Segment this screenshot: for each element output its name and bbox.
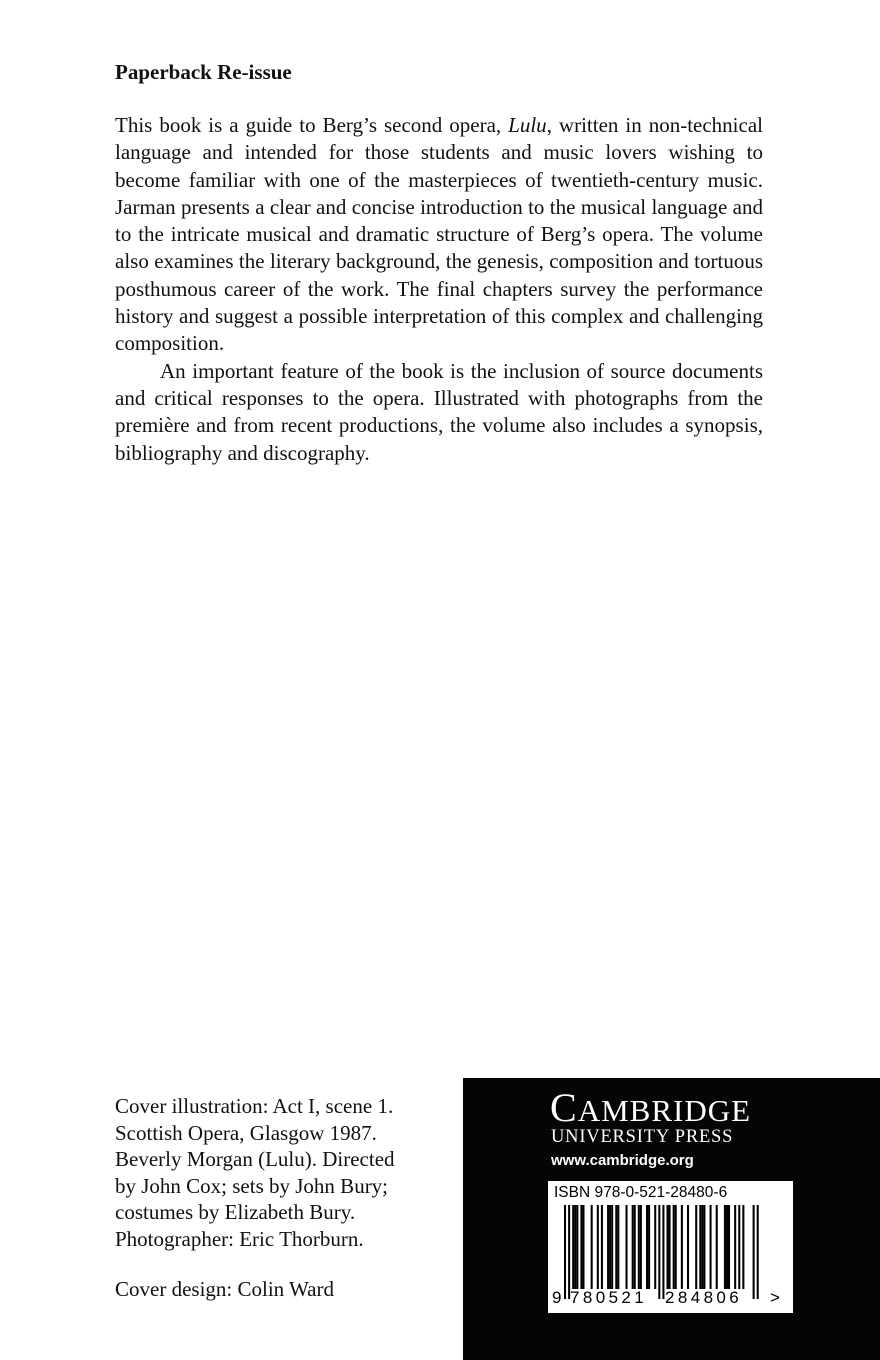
credit-line: Beverly Morgan (Lulu). Directed [115, 1147, 395, 1171]
barcode-bar [634, 1205, 636, 1289]
barcode-bar [597, 1205, 599, 1289]
barcode-box [548, 1181, 793, 1313]
publisher-name-rest: AMBRIDGE [577, 1093, 752, 1128]
publisher-block [463, 1078, 880, 1360]
barcode-bar [726, 1205, 728, 1289]
barcode-bar [716, 1205, 718, 1289]
barcode-bar [654, 1205, 656, 1289]
barcode-bar [626, 1205, 628, 1289]
ean-left-digits: 780521 [570, 1288, 648, 1307]
barcode-bar [667, 1205, 669, 1289]
cover-design-credit: Cover design: Colin Ward [115, 1277, 334, 1301]
barcode-guard-bar [658, 1205, 660, 1299]
blurb [115, 112, 763, 467]
barcode-guard-bar [662, 1205, 664, 1299]
barcode-bar [681, 1205, 683, 1289]
barcode-bar [572, 1205, 574, 1289]
barcode-bar [675, 1205, 677, 1289]
barcode-bar [640, 1205, 642, 1289]
barcode-bar [695, 1205, 697, 1289]
publisher-subtitle: UNIVERSITY PRESS [551, 1127, 734, 1147]
credit-line: Cover illustration: Act I, scene 1. [115, 1094, 394, 1118]
barcode-bar [609, 1205, 611, 1289]
barcode-guard-bar [564, 1205, 566, 1299]
ean-right-digits: 284806 [665, 1288, 743, 1307]
credit-line: by John Cox; sets by John Bury; [115, 1173, 389, 1198]
publisher-name-initial: C [550, 1085, 578, 1130]
opera-title: Lulu [508, 113, 547, 137]
barcode-bar [648, 1205, 650, 1289]
barcode-bar [591, 1205, 593, 1289]
barcode-bar [687, 1205, 689, 1289]
credit-line: Scottish Opera, Glasgow 1987. [115, 1120, 377, 1145]
barcode-bar [742, 1205, 744, 1289]
barcode-bar [673, 1205, 675, 1289]
barcode-bar [701, 1205, 703, 1289]
barcode-bar [728, 1205, 730, 1289]
barcode-bar [607, 1205, 609, 1289]
isbn-label: ISBN 978-0-521-28480-6 [554, 1184, 728, 1201]
barcode-guard-bar [757, 1205, 759, 1299]
barcode-bar [699, 1205, 701, 1289]
barcode-bar [615, 1205, 617, 1289]
barcode-bar [601, 1205, 603, 1289]
barcode-bar [580, 1205, 582, 1289]
blurb-paragraph-2: An important feature of the book is the inclusion of source documents and critical responses to the opera. Illustrated with photographs from the première and from recent productions, the volume also includes a synopsis, bibliography and discography. [115, 358, 763, 465]
barcode-bar [632, 1205, 634, 1289]
blurb-p1-start: This book is a guide to Berg’s second opera, [115, 113, 509, 137]
barcode-guard-bar [753, 1205, 755, 1299]
barcode-guard-bar [568, 1205, 570, 1299]
barcode-bar [574, 1205, 576, 1289]
barcode-bar [710, 1205, 712, 1289]
ean-first-digit: 9 [552, 1288, 562, 1307]
barcode-bar [734, 1205, 736, 1289]
barcode-bar [611, 1205, 613, 1289]
ean-quiet-zone-mark: > [770, 1288, 780, 1307]
barcode-bar [617, 1205, 619, 1289]
barcode-bar [638, 1205, 640, 1289]
publisher-logo-name [550, 1085, 752, 1130]
credit-line: Photographer: Eric Thorburn. [115, 1226, 364, 1251]
barcode-bar [738, 1205, 740, 1289]
barcode-bar [669, 1205, 671, 1289]
barcode-bar [724, 1205, 726, 1289]
barcode-bar [576, 1205, 578, 1289]
publisher-url: www.cambridge.org [551, 1152, 694, 1169]
barcode-bar [582, 1205, 584, 1289]
barcode-bar [646, 1205, 648, 1289]
blurb-paragraph-1 [115, 112, 763, 358]
barcode-bar [703, 1205, 705, 1289]
cover-credits [115, 1093, 455, 1252]
blurb-p1-end: , written in non-technical language and intended for those students and music lovers wishing to become familiar with one of the masterpieces of twentieth-century music. Jarman presents a clear and concise introduction to the musical language and to the intricate musical and dramatic structure of Berg’s opera. The volume also examines the literary background, the genesis, composition and tortuous posthumous career of the work. The final chapters survey the performance history and suggest a possible interpretation of this complex and challenging composition. [115, 113, 763, 356]
heading: Paperback Re-issue [115, 60, 292, 84]
credit-line: costumes by Elizabeth Bury. [115, 1200, 356, 1224]
